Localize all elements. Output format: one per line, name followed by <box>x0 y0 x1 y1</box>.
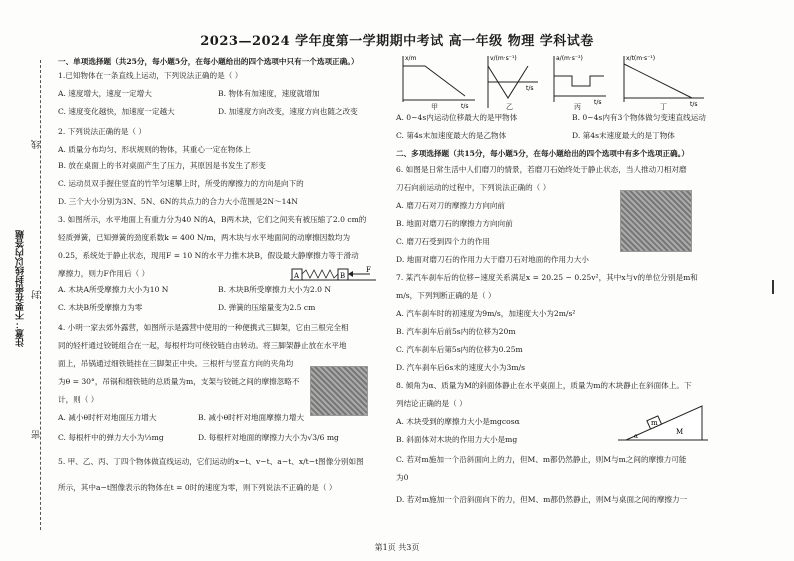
question-1: 1.已知物体在一条直线上运动，下列说法正确的是（ ） <box>58 71 243 80</box>
graph-jia-ylabel: x/m <box>405 55 417 62</box>
question-6-line2: 刀石向前运动的过程中，下列说法正确的（ ） <box>396 183 551 192</box>
question-5: 5. 甲、乙、丙、丁四个物体做直线运动，它们运动的x−t、v−t、a−t、x/t−t图像分别如图 <box>58 457 364 466</box>
question-4: 4. 小明一家去郊外露营，如图所示是露营中使用的一种便携式三脚架，它由三根完全相 <box>58 323 349 332</box>
q8-option-c: C. 若对m施加一个沿斜面向上的力，但M、m都仍然静止，则M与m之间的摩擦力可能 <box>396 455 687 464</box>
q6-option-d: D. 地面对磨刀石的作用力大于磨刀石对地面的作用力大小 <box>396 255 589 264</box>
left-column <box>48 52 376 522</box>
question-8: 8. 倾角为α、质量为M的斜面体静止在水平桌面上，质量为m的木块静止在斜面体上。下 <box>396 381 692 390</box>
spring-label-f: F <box>366 266 371 274</box>
q6-option-c: C. 磨刀石受到四个力的作用 <box>396 237 490 246</box>
q4-option-a: A. 减小θ时杆对地面压力增大 <box>58 413 157 422</box>
q2-option-a: A. 质量分布均匀、形状规则的物体，其重心一定在物体上 <box>58 145 251 154</box>
q1-option-a: A. 速度增大，速度一定增大 <box>58 89 152 98</box>
binding-note: 注意：不要在密封线以内答题 <box>16 230 26 347</box>
section-single-choice: 一、单项选择题（共25分，每小题5分，在每小题给出的四个选项中只有一个选项正确。） <box>58 57 359 66</box>
q4-option-d: D. 每根杆对地面的摩擦力大小为√3/6 mg <box>198 433 339 442</box>
graph-ding-ylabel: x/t(m·s⁻¹) <box>626 55 656 62</box>
incline-figure <box>618 400 708 446</box>
incline-label-M: M <box>676 428 684 436</box>
question-8-line2: 列结论正确的是（ ） <box>396 399 467 408</box>
question-2: 2. 下列说法正确的是（ ） <box>58 127 147 136</box>
q6-option-b: B. 地面对磨刀石的摩擦力方向向前 <box>396 219 513 228</box>
q5-option-b: B. 0~4s内有3个物体做匀变速直线运动 <box>572 113 706 122</box>
binding-mark-line: 线 <box>32 140 42 149</box>
graph-bing-ylabel: a/(m·s⁻²) <box>556 55 583 62</box>
q8-option-a: A. 木块受到的摩擦力大小是mgcosα <box>396 417 520 426</box>
q5-option-d: D. 第4s末速度最大的是丁物体 <box>572 131 675 140</box>
page-edge-mark <box>772 280 774 294</box>
exam-title: 2023—2024 学年度第一学期期中考试 高一年级 物理 学科试卷 <box>200 34 594 49</box>
question-3: 3. 如图所示，水平地面上有重力分为40 N的A，B两木块，它们之间夹有被压缩了2.0 cm的 <box>58 215 367 224</box>
question-4-line3: 面上，吊锅通过细铁链挂在三脚架正中央。三根杆与竖直方向的夹角均 <box>58 359 294 368</box>
incline-diagram <box>618 400 708 446</box>
q1-option-b: B. 物体有加速度，速度就增加 <box>218 89 320 98</box>
q2-option-b: B. 放在桌面上的书对桌面产生了压力，其原因是书发生了形变 <box>58 161 266 170</box>
page-footer: 第1页 共3页 <box>374 543 420 552</box>
binding-mark-secret: 密 <box>32 430 42 439</box>
question-7: 7. 某汽车刹车后的位移−速度关系满足x = 20.25 − 0.25v²，其中x与v的单位分别是m和 <box>396 273 698 282</box>
spring-figure <box>290 264 376 282</box>
q2-option-c: C. 运动员双手握住竖直的竹竿匀速攀上时，所受的摩擦力的方向是向下的 <box>58 179 304 188</box>
q5-option-c: C. 第4s末加速度最大的是乙物体 <box>396 131 507 140</box>
q4-option-c: C. 每根杆中的弹力大小为⅓mg <box>58 433 164 442</box>
q3-option-c: C. 木块B所受摩擦力为零 <box>58 303 143 312</box>
q8-option-c-line2: 为0 <box>396 473 409 482</box>
graph-yi-ylabel: v/(m·s⁻¹) <box>490 55 517 62</box>
q7-option-d: D. 汽车刹车后6s末的速度大小为3m/s <box>396 363 525 372</box>
question-4-line2: 同的轻杆通过铰链组合在一起，每根杆均可绕铰链自由转动。将三脚架静止放在水平地 <box>58 341 347 350</box>
question-4-line5: 计，则（ ） <box>58 395 99 404</box>
q5-option-a: A. 0~4s内运动位移最大的是甲物体 <box>396 113 518 122</box>
q3-option-b: B. 木块B所受摩擦力大小为2.0 N <box>218 285 332 294</box>
q7-option-c: C. 汽车刹车后第5s内的位移为0.25m <box>396 345 523 354</box>
binding-dashed-line <box>40 60 41 530</box>
q6-option-a: A. 磨刀石对刀的摩擦力方向向前 <box>396 201 506 210</box>
graph-yi-xlabel: t/s <box>526 85 534 92</box>
spring-diagram <box>290 264 376 282</box>
incline-label-alpha: α <box>634 433 639 440</box>
graph-ding-name: 丁 <box>660 103 667 111</box>
q4-option-b: B. 减小θ时杆对地面摩擦力增大 <box>198 413 305 422</box>
graph-bing-xlabel: t/s <box>594 99 602 106</box>
question-3-line2: 轻质弹簧，已知弹簧的劲度系数k = 400 N/m，两木块与水平地面间的动摩擦因数均为 <box>58 233 351 242</box>
q7-option-b: B. 汽车刹车后前5s内的位移为20m <box>396 327 516 336</box>
binding-mark-seal: 封 <box>32 290 42 299</box>
knife-sharpening-photo <box>620 190 692 252</box>
binding-margin <box>0 60 45 530</box>
q3-option-d: D. 弹簧的压缩量变为2.5 cm <box>218 303 316 312</box>
spring-label-a: A <box>294 272 300 280</box>
question-6: 6. 如图是日常生活中人们磨刀的情景，若磨刀石始终处于静止状态，当人推动刀相对磨 <box>396 165 687 174</box>
tripod-photo <box>310 366 368 416</box>
q2-option-d: D. 三个大小分别为3N、5N、6N的共点力的合力大小范围是2N～14N <box>58 197 298 206</box>
q7-option-a: A. 汽车刹车时的初速度为9m/s，加速度大小为2m/s² <box>396 309 576 318</box>
q1-option-d: D. 加速度方向改变，速度方向也随之改变 <box>218 107 358 116</box>
incline-label-m: m <box>651 419 658 427</box>
right-column <box>392 52 752 522</box>
graph-ding-xlabel: t/s <box>690 101 698 108</box>
q8-option-d: D. 若对m施加一个沿斜面向下的力，但M、m都仍然静止，则M与桌面之间的摩擦力一 <box>396 495 688 504</box>
graph-jia-name: 甲 <box>431 103 438 111</box>
graph-bing-name: 丙 <box>574 103 581 111</box>
question-3-line3: 0.25，系统处于静止状态，现用F = 10 N的水平力推木块B，假设最大静摩擦力等于滑动 <box>58 251 359 260</box>
q8-option-b: B. 斜面体对木块的作用力大小是mg <box>396 435 518 444</box>
section-multiple-choice: 二、多项选择题（共15分，每小题5分，在每小题给出的四个选项中有多个选项正确。） <box>396 149 690 158</box>
graph-yi-name: 乙 <box>506 103 513 111</box>
question-4-line4: 为θ = 30°，吊锅和细铁链的总质量为m，支架与铰链之间的摩擦忽略不 <box>58 377 300 386</box>
question-3-line4: 摩擦力，则力F作用后（ ） <box>58 269 150 278</box>
q1-option-c: C. 速度变化越快，加速度一定越大 <box>58 107 175 116</box>
question-5-line2: 所示，其中a−t图像表示的物体在t = 0时的速度为零，则下列说法不正确的是（ ） <box>58 483 337 492</box>
spring-label-b: B <box>340 272 346 280</box>
question-7-line2: m/s，下列判断正确的是（ ） <box>396 291 496 300</box>
q3-option-a: A. 木块A所受摩擦力大小为10 N <box>58 285 169 294</box>
graph-jia-xlabel: t/s <box>461 103 469 110</box>
